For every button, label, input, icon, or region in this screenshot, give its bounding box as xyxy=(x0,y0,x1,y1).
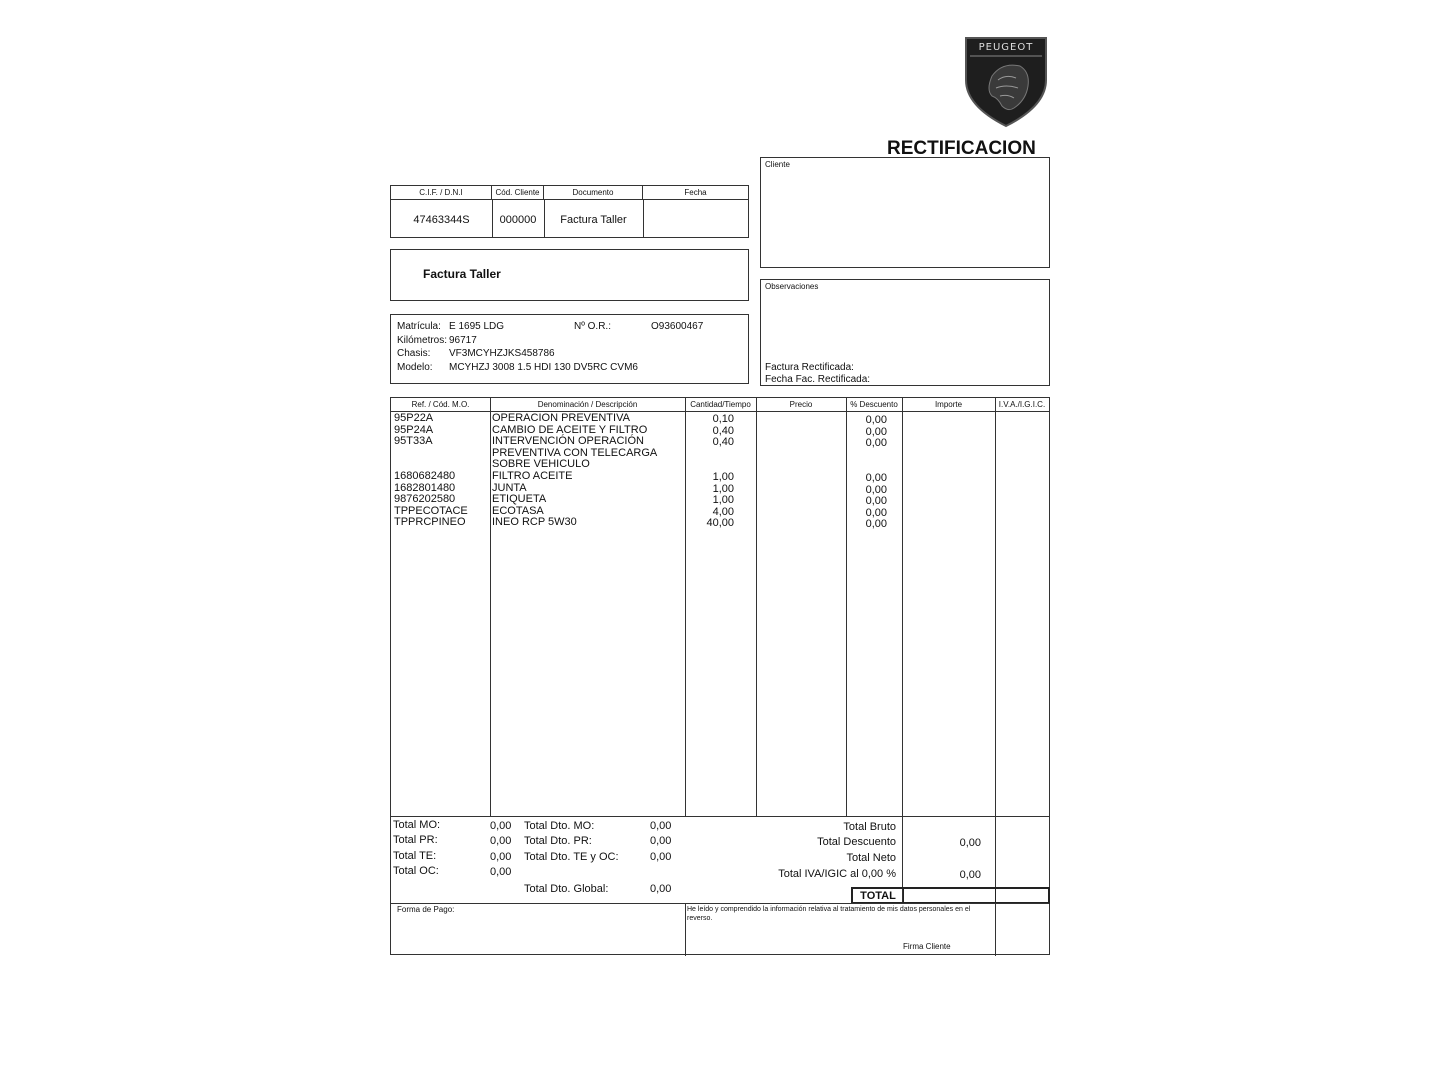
document-type-box xyxy=(390,249,749,301)
dto-pr-label: Total Dto. PR: xyxy=(524,835,592,847)
total-pr-value: 0,00 xyxy=(490,835,512,847)
km-label: Kilómetros: xyxy=(397,335,448,346)
col-desc-header: Denominación / Descripción xyxy=(537,400,638,409)
list-item: 95P24A xyxy=(394,423,434,436)
header-cif: C.I.F. / D.N.I xyxy=(391,186,492,199)
km-value: 96717 xyxy=(449,335,477,346)
col-qty-header: Cantidad/Tiempo xyxy=(690,400,751,409)
header-cod-cliente: Cód. Cliente xyxy=(492,186,544,199)
total-descuento-label: Total Descuento xyxy=(817,836,896,848)
list-item: INTERVENCIÓN OPERACIÓN xyxy=(492,435,644,448)
list-item: PREVENTIVA CON TELECARGA xyxy=(492,446,658,459)
list-item: INEO RCP 5W30 xyxy=(492,516,577,529)
total-box xyxy=(851,887,1050,904)
cliente-box xyxy=(760,157,1050,268)
cliente-label: Cliente xyxy=(765,160,790,169)
vehicle-box xyxy=(390,314,749,384)
fecha-fac-rectificada-label: Fecha Fac. Rectificada: xyxy=(765,374,871,385)
col-price-header: Precio xyxy=(789,400,813,409)
refs-column xyxy=(394,413,488,529)
list-item: 1680682480 xyxy=(394,469,456,482)
list-item xyxy=(394,448,488,460)
dto-pr-value: 0,00 xyxy=(650,835,672,847)
descriptions-column xyxy=(492,413,682,529)
list-item xyxy=(849,450,887,462)
documento-value: Factura Taller xyxy=(560,214,627,226)
list-item: OPERACION PREVENTIVA xyxy=(492,412,630,424)
list-item: 0,00 xyxy=(865,437,887,450)
header-table xyxy=(390,185,749,238)
document-title: RECTIFICACION xyxy=(887,138,1036,159)
total-iva-value: 0,00 xyxy=(959,869,981,881)
list-item: 0,00 xyxy=(865,495,887,508)
total-label: TOTAL xyxy=(860,890,896,902)
matricula-value: E 1695 LDG xyxy=(449,321,505,332)
dto-mo-label: Total Dto. MO: xyxy=(524,820,595,832)
header-documento: Documento xyxy=(544,186,643,199)
total-te-value: 0,00 xyxy=(490,851,512,863)
firma-cliente-label: Firma Cliente xyxy=(903,942,951,951)
list-item xyxy=(687,449,734,461)
dto-global-value: 0,00 xyxy=(650,883,672,895)
cod-cliente-value: 000000 xyxy=(499,214,537,226)
list-item: 0,00 xyxy=(865,414,887,426)
total-mo-value: 0,00 xyxy=(490,820,512,832)
dto-te-label: Total Dto. TE y OC: xyxy=(524,851,619,863)
total-neto-label: Total Neto xyxy=(846,852,896,864)
dto-te-value: 0,00 xyxy=(650,851,672,863)
list-item: 4,00 xyxy=(712,505,734,518)
total-iva-label: Total IVA/IGIC al 0,00 % xyxy=(778,868,896,880)
list-item: FILTRO ACEITE xyxy=(492,469,573,482)
or-value: O93600467 xyxy=(651,321,704,332)
list-item: TPPRCPINEO xyxy=(394,516,466,529)
total-mo-label: Total MO: xyxy=(393,819,441,831)
observaciones-label: Observaciones xyxy=(765,282,819,291)
col-discount-header: % Descuento xyxy=(850,400,898,409)
list-item: 9876202580 xyxy=(394,493,456,506)
total-oc-label: Total OC: xyxy=(393,865,439,877)
peugeot-logo xyxy=(962,36,1050,128)
chasis-label: Chasis: xyxy=(397,348,431,359)
list-item: 95P22A xyxy=(394,412,434,424)
modelo-label: Modelo: xyxy=(397,362,433,373)
total-te-label: Total TE: xyxy=(393,850,437,862)
dto-mo-value: 0,00 xyxy=(650,820,672,832)
document-type-label: Factura Taller xyxy=(423,267,501,281)
list-item: 0,40 xyxy=(712,424,734,437)
list-item: 40,00 xyxy=(706,517,734,530)
observaciones-box xyxy=(760,279,1050,386)
dto-global-label: Total Dto. Global: xyxy=(524,883,609,895)
list-item: 1,00 xyxy=(712,494,734,507)
list-item: 1,00 xyxy=(712,470,734,483)
list-item: 0,40 xyxy=(712,436,734,449)
list-item: 1,00 xyxy=(712,482,734,495)
list-item: 0,10 xyxy=(712,413,734,425)
modelo-value: MCYHZJ 3008 1.5 HDI 130 DV5RC CVM6 xyxy=(449,362,638,373)
total-pr-label: Total PR: xyxy=(393,834,438,846)
list-item: 0,00 xyxy=(865,425,887,438)
col-iva-header: I.V.A./I.G.I.C. xyxy=(998,400,1046,409)
header-fecha: Fecha xyxy=(684,188,707,197)
cif-value: 47463344S xyxy=(413,214,470,226)
list-item: 95T33A xyxy=(394,435,433,448)
list-item: CAMBIO DE ACEITE Y FILTRO xyxy=(492,423,648,436)
brand-name: PEUGEOT xyxy=(978,42,1034,53)
forma-pago-label: Forma de Pago: xyxy=(397,905,455,914)
or-label: Nº O.R.: xyxy=(574,321,611,332)
col-ref-header: Ref. / Cód. M.O. xyxy=(411,400,470,409)
chasis-value: VF3MCYHZJKS458786 xyxy=(449,348,555,359)
list-item: SOBRE VEHICULO xyxy=(492,458,590,471)
list-item: 0,00 xyxy=(865,471,887,484)
total-descuento-value: 0,00 xyxy=(959,837,981,849)
col-importe-header: Importe xyxy=(934,400,963,409)
factura-rectificada-label: Factura Rectificada: xyxy=(765,362,854,373)
discounts-column xyxy=(849,415,887,531)
list-item: 0,00 xyxy=(865,506,887,519)
list-item: 1682801480 xyxy=(394,481,456,494)
list-item: ECOTASA xyxy=(492,504,544,517)
list-item: ETIQUETA xyxy=(492,493,547,506)
lines-table xyxy=(390,397,1050,955)
privacy-text: He leído y comprendido la información relativa al tratamiento de mis datos personales en el reverso. xyxy=(687,906,971,922)
quantities-column xyxy=(687,414,734,530)
total-oc-value: 0,00 xyxy=(490,866,512,878)
matricula-label: Matrícula: xyxy=(397,321,441,332)
list-item: 0,00 xyxy=(865,483,887,496)
list-item: JUNTA xyxy=(492,481,527,494)
list-item: TPPECOTACE xyxy=(394,504,468,517)
total-bruto-label: Total Bruto xyxy=(843,821,896,833)
list-item: 0,00 xyxy=(865,518,887,531)
